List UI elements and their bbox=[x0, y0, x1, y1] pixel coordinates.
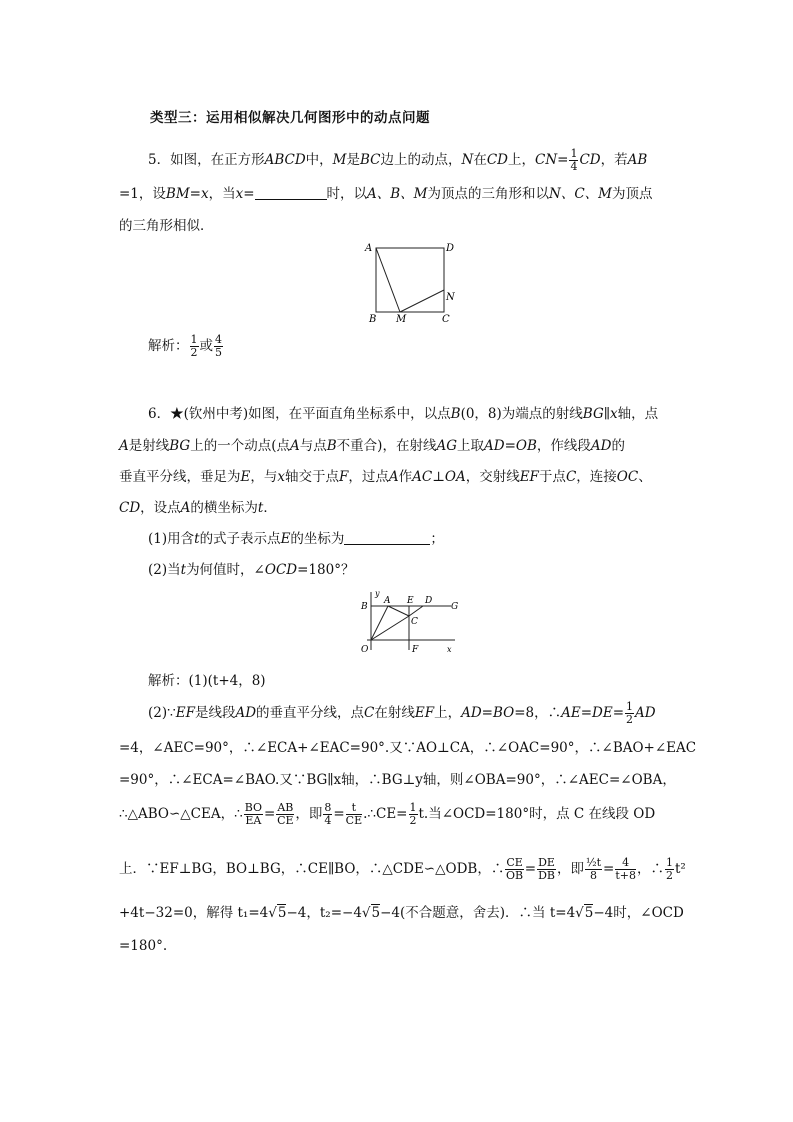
math: AD bbox=[590, 438, 612, 454]
label-C: C bbox=[411, 617, 418, 627]
text: ，当 bbox=[208, 186, 236, 202]
text: ，即 bbox=[295, 806, 323, 822]
numerator: 1 bbox=[409, 801, 417, 814]
text: 上， bbox=[507, 152, 535, 168]
denominator: 2 bbox=[409, 814, 417, 827]
text: 如图，在正方形 bbox=[170, 152, 265, 168]
fraction bbox=[625, 701, 634, 726]
section-heading: 类型三：运用相似解决几何图形中的动点问题 bbox=[150, 110, 430, 126]
math: AC⊥OA bbox=[412, 469, 466, 485]
q6-line-3 bbox=[119, 467, 652, 487]
text: .∴CE= bbox=[363, 806, 408, 822]
text: = bbox=[524, 861, 537, 877]
text: 不重合)，在射线 bbox=[336, 438, 437, 454]
numerator: 4 bbox=[215, 333, 222, 346]
math: BG∥x bbox=[582, 406, 618, 422]
text: (1)用含 bbox=[148, 531, 195, 547]
q6-number: 6． bbox=[148, 406, 171, 422]
text: 是 bbox=[346, 152, 360, 168]
denominator: CE bbox=[277, 814, 294, 827]
math: ABCD bbox=[264, 152, 306, 168]
numerator: 8 bbox=[324, 801, 332, 814]
text: =1，设 bbox=[119, 186, 166, 202]
math: AD bbox=[235, 705, 257, 721]
math: E bbox=[240, 469, 251, 485]
label-A: A bbox=[384, 596, 391, 606]
math: BC bbox=[360, 152, 381, 168]
math: AD=OB bbox=[484, 438, 537, 454]
text: t.当∠OCD=180°时，点 C 在线段 OD bbox=[418, 806, 656, 822]
sqrt-sign: √ bbox=[361, 905, 371, 921]
text: 如图，在平面直角坐标系中，以点 bbox=[248, 406, 451, 422]
label-y: y bbox=[375, 589, 380, 598]
text: = bbox=[333, 806, 345, 822]
q6-line-4 bbox=[119, 498, 277, 518]
text: 的垂直平分线，点 bbox=[256, 705, 365, 721]
text: =180°？ bbox=[297, 562, 355, 578]
math: CD bbox=[486, 152, 508, 168]
math: EF bbox=[414, 705, 435, 721]
math: A bbox=[290, 438, 300, 454]
numerator: 1 bbox=[570, 147, 578, 160]
numerator: BO bbox=[244, 801, 262, 814]
text: 上．∵EF⊥BG，BO⊥BG，∴CE∥BO，∴△CDE∽△ODB，∴ bbox=[119, 861, 505, 877]
text: +4t−32=0，解得 t₁=4 bbox=[119, 905, 269, 921]
math: OC bbox=[616, 469, 639, 485]
denominator: OB bbox=[506, 869, 524, 882]
q6-solution-2-line-1 bbox=[148, 701, 656, 726]
math: CN= bbox=[534, 152, 569, 168]
math: A bbox=[388, 469, 399, 485]
math: BM=x bbox=[165, 186, 209, 202]
text: 为顶点 bbox=[611, 186, 653, 202]
text: 在 bbox=[473, 152, 487, 168]
math: AD bbox=[635, 705, 656, 721]
math: t bbox=[180, 562, 187, 578]
text: =8，∴ bbox=[514, 705, 562, 721]
segment-CD bbox=[409, 606, 423, 616]
math: CD bbox=[119, 500, 141, 516]
answer-blank[interactable] bbox=[255, 185, 327, 200]
text: (0，8)为端点的射线 bbox=[460, 406, 583, 422]
denominator: EA bbox=[245, 814, 262, 827]
text: 上的一个动点(点 bbox=[190, 438, 290, 454]
answer-label: 解析： bbox=[148, 673, 189, 689]
math: A bbox=[119, 438, 129, 454]
math: AB bbox=[627, 152, 648, 168]
q5-line-1 bbox=[148, 148, 647, 173]
denominator: 2 bbox=[666, 869, 673, 882]
numerator: 1 bbox=[626, 700, 634, 713]
segment-AC bbox=[388, 606, 409, 616]
text: 时，以 bbox=[326, 186, 368, 202]
math: t bbox=[194, 531, 200, 547]
fraction bbox=[214, 334, 223, 359]
text: = bbox=[603, 861, 615, 877]
numerator: AB bbox=[277, 801, 294, 814]
sqrt-sign: √ bbox=[268, 905, 277, 921]
text: 垂直平分线，垂足为 bbox=[119, 469, 241, 485]
label-M: M bbox=[396, 314, 407, 325]
text: 轴，点 bbox=[617, 406, 659, 422]
square bbox=[376, 248, 444, 312]
text: = bbox=[264, 806, 276, 822]
math: B bbox=[450, 406, 461, 422]
text: ，与 bbox=[250, 469, 278, 485]
text: −4，t₂=−4 bbox=[286, 905, 362, 921]
numerator: t bbox=[346, 802, 362, 815]
label-B: B bbox=[361, 602, 368, 612]
q6-solution-2-line-5 bbox=[119, 857, 686, 882]
label-D: D bbox=[446, 243, 455, 254]
math: EF bbox=[175, 705, 195, 721]
text: ； bbox=[430, 531, 444, 547]
fraction bbox=[505, 857, 523, 882]
numerator: CE bbox=[506, 856, 523, 869]
q5-square-figure bbox=[360, 238, 470, 328]
text: t² bbox=[675, 861, 686, 877]
text: −4(不合题意，舍去)．∴当 t=4 bbox=[380, 905, 576, 921]
text: (2)∵ bbox=[148, 705, 176, 721]
label-E: E bbox=[407, 596, 414, 606]
math: M bbox=[332, 152, 347, 168]
math: BG bbox=[169, 438, 191, 454]
fraction bbox=[323, 802, 332, 827]
math: t bbox=[257, 500, 264, 516]
numerator: 4 bbox=[615, 857, 636, 870]
text: 、 bbox=[638, 469, 652, 485]
q6-solution-2-line-3: =90°，∴∠ECA=∠BAO.又∵BG∥x轴，∴BG⊥y轴，则∠OBA=90°，∴∠AEC=∠OBA， bbox=[119, 772, 676, 788]
text: 或 bbox=[199, 338, 213, 354]
label-N: N bbox=[446, 292, 455, 303]
math: C bbox=[565, 469, 577, 485]
text: ，连接 bbox=[576, 469, 617, 485]
text: 为何值时，∠ bbox=[186, 562, 265, 578]
numerator: 1 bbox=[190, 333, 198, 346]
numerator: 1 bbox=[666, 856, 673, 869]
q6-solution-2-line-4 bbox=[119, 802, 655, 827]
text: 中， bbox=[305, 152, 333, 168]
fraction bbox=[615, 857, 636, 882]
text: 上取 bbox=[457, 438, 484, 454]
fraction bbox=[537, 857, 556, 882]
numerator: ½t bbox=[585, 856, 602, 869]
text: 与点 bbox=[299, 438, 327, 454]
radicand: 5 bbox=[371, 905, 381, 921]
q6-part-2 bbox=[148, 560, 354, 580]
math: EF bbox=[519, 469, 539, 485]
text: 的坐标为 bbox=[290, 531, 345, 547]
radicand: 5 bbox=[277, 905, 287, 921]
text: 于点 bbox=[538, 469, 566, 485]
math: AD=BO bbox=[461, 705, 515, 721]
q6-part-1 bbox=[148, 529, 444, 549]
text: ，交射线 bbox=[465, 469, 520, 485]
text: 是线段 bbox=[194, 705, 236, 721]
answer-blank[interactable] bbox=[344, 530, 430, 545]
star-icon: ★ bbox=[170, 406, 184, 422]
text: 为顶点的三角形和以 bbox=[427, 186, 550, 202]
text: (2)当 bbox=[148, 562, 181, 578]
denominator: CE bbox=[345, 814, 363, 827]
fraction bbox=[244, 802, 263, 827]
text: −4时，∠OCD bbox=[593, 905, 684, 921]
fraction bbox=[190, 334, 199, 359]
denominator: 2 bbox=[626, 713, 634, 726]
denominator: 4 bbox=[324, 814, 332, 827]
q5-answer bbox=[148, 334, 224, 359]
fraction bbox=[665, 857, 674, 882]
math: AG bbox=[436, 438, 457, 454]
fraction bbox=[585, 857, 602, 882]
math: x= bbox=[235, 186, 255, 202]
numerator: DE bbox=[538, 856, 555, 869]
math: x bbox=[277, 469, 285, 485]
math: OCD bbox=[264, 562, 298, 578]
q6-coordinate-figure bbox=[355, 588, 465, 660]
math: CD bbox=[579, 152, 601, 168]
label-G: G bbox=[451, 602, 459, 612]
text: ，若 bbox=[600, 152, 628, 168]
fraction bbox=[569, 148, 578, 173]
label-F: F bbox=[412, 645, 419, 655]
q6-solution-2-line-7: =180°. bbox=[119, 938, 168, 954]
text: 是射线 bbox=[128, 438, 170, 454]
q6-line-1 bbox=[148, 404, 658, 424]
fraction bbox=[346, 802, 362, 827]
denominator: 2 bbox=[190, 346, 198, 359]
source: (钦州中考) bbox=[183, 406, 249, 422]
q6-solution-2-line-6 bbox=[119, 903, 684, 923]
text: ． bbox=[263, 500, 277, 516]
math: N、C、M bbox=[549, 186, 612, 202]
text: 边上的动点， bbox=[380, 152, 462, 168]
text: 在射线 bbox=[374, 705, 415, 721]
label-C: C bbox=[442, 314, 450, 325]
label-O: O bbox=[361, 645, 369, 655]
text: 的式子表示点 bbox=[199, 531, 281, 547]
fraction bbox=[276, 802, 294, 827]
text: 的 bbox=[611, 438, 625, 454]
denominator: DB bbox=[538, 869, 555, 882]
label-x: x bbox=[447, 645, 452, 654]
math: A、B、M bbox=[367, 186, 428, 202]
text: 轴交于点 bbox=[284, 469, 339, 485]
text: ，过点 bbox=[348, 469, 389, 485]
math: B bbox=[326, 438, 337, 454]
q6-solution-1 bbox=[148, 671, 266, 691]
radicand: 5 bbox=[584, 905, 594, 921]
text: 上， bbox=[434, 705, 462, 721]
q6-solution-2-line-2: =4，∠AEC=90°，∴∠ECA+∠EAC=90°.又∵AO⊥CA，∴∠OAC=90°，∴∠BAO+∠EAC bbox=[119, 740, 697, 756]
math: N bbox=[461, 152, 474, 168]
math: F bbox=[338, 469, 349, 485]
text: (1)(t+4，8) bbox=[188, 673, 266, 689]
text: 的横坐标为 bbox=[190, 500, 258, 516]
label-D: D bbox=[425, 596, 433, 606]
text: ，∴ bbox=[637, 861, 664, 877]
text: ，即 bbox=[556, 861, 584, 877]
q5-number: 5． bbox=[148, 152, 171, 168]
denominator: 8 bbox=[590, 869, 597, 882]
fraction bbox=[409, 802, 418, 827]
q5-line-3: 的三角形相似． bbox=[119, 218, 214, 234]
math: A bbox=[180, 500, 191, 516]
denominator: t+8 bbox=[615, 869, 636, 882]
denominator: 5 bbox=[215, 346, 222, 359]
q6-line-2 bbox=[119, 436, 625, 456]
math: E bbox=[280, 531, 291, 547]
label-A: A bbox=[365, 243, 373, 254]
sqrt-sign: √ bbox=[575, 905, 584, 921]
text: 作 bbox=[398, 469, 413, 485]
segment-AM bbox=[376, 248, 400, 312]
denominator: 4 bbox=[570, 160, 578, 173]
segment-MN bbox=[400, 290, 444, 312]
q5-line-2 bbox=[119, 184, 652, 204]
math: AE=DE= bbox=[561, 705, 625, 721]
text: ，作线段 bbox=[536, 438, 591, 454]
text: ∴△ABO∽△CEA，∴ bbox=[119, 806, 243, 822]
math: C bbox=[364, 705, 375, 721]
label-B: B bbox=[369, 314, 377, 325]
answer-label: 解析： bbox=[148, 338, 189, 354]
text: ，设点 bbox=[140, 500, 181, 516]
